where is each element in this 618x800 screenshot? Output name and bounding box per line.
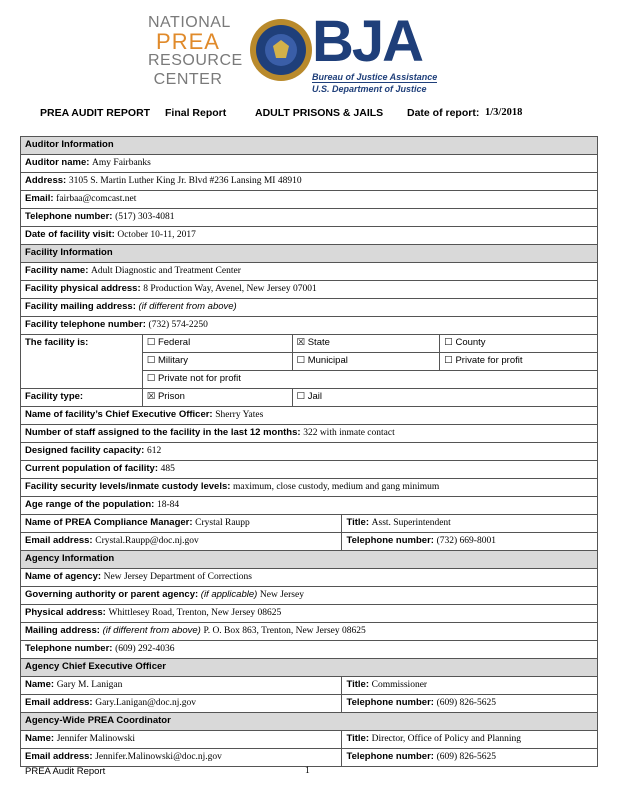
logo-text: RESOURCE: [148, 52, 243, 69]
facility-scope: ADULT PRISONS & JAILS: [255, 107, 384, 119]
logo-text: U.S. Department of Justice: [312, 82, 437, 94]
ceo-title-cell: Title: Commissioner: [342, 677, 598, 695]
section-auditor: Auditor Information: [21, 137, 598, 155]
checkbox-military[interactable]: ☐ Military: [142, 353, 292, 371]
logo-text: BJA: [312, 9, 423, 74]
report-kind: Final Report: [165, 107, 227, 119]
pcm-name-cell: Name of PREA Compliance Manager: Crystal Raupp: [21, 515, 342, 533]
auditor-phone-row: Telephone number: (517) 303-4081: [21, 209, 598, 227]
capacity-row: Designed facility capacity: 612: [21, 443, 598, 461]
agency-name-row: Name of agency: New Jersey Department of Corrections: [21, 569, 598, 587]
date-label: Date of report:: [407, 107, 480, 119]
facility-ceo-row: Name of facility’s Chief Executive Officer: Sherry Yates: [21, 407, 598, 425]
ceo-name-cell: Name: Gary M. Lanigan: [21, 677, 342, 695]
section-agency: Agency Information: [21, 551, 598, 569]
checkbox-federal[interactable]: ☐ Federal: [142, 335, 292, 353]
section-agency-ceo: Agency Chief Executive Officer: [21, 659, 598, 677]
facility-is-label: The facility is:: [21, 335, 143, 389]
audit-form: [20, 136, 598, 767]
doj-seal-icon: [249, 18, 313, 82]
age-row: Age range of the population: 18-84: [21, 497, 598, 515]
agency-phone-row: Telephone number: (609) 292-4036: [21, 641, 598, 659]
checkbox-municipal[interactable]: ☐ Municipal: [292, 353, 440, 371]
facility-phys-row: Facility physical address: 8 Production Way, Avenel, New Jersey 07001: [21, 281, 598, 299]
date-value: 1/3/2018: [485, 107, 523, 118]
checkbox-county[interactable]: ☐ County: [440, 335, 598, 353]
facility-name-row: Facility name: Adult Diagnostic and Treatment Center: [21, 263, 598, 281]
pcm-title-cell: Title: Asst. Superintendent: [342, 515, 598, 533]
agency-mail-row: Mailing address: (if different from above) P. O. Box 863, Trenton, New Jersey 08625: [21, 623, 598, 641]
facility-mail-row: Facility mailing address: (if different from above): [21, 299, 598, 317]
footer-label: PREA Audit Report: [25, 766, 106, 777]
logo-text: PREA: [156, 29, 220, 54]
checkbox-prison[interactable]: ☒ Prison: [142, 389, 292, 407]
checkbox-jail[interactable]: ☐ Jail: [292, 389, 597, 407]
auditor-email-row: Email: fairbaa@comcast.net: [21, 191, 598, 209]
coord-title-cell: Title: Director, Office of Policy and Planning: [342, 731, 598, 749]
logo-text: CENTER: [153, 71, 223, 88]
coord-name-cell: Name: Jennifer Malinowski: [21, 731, 342, 749]
checkbox-private-nonprofit[interactable]: ☐ Private not for profit: [142, 371, 597, 389]
coord-phone-cell: Telephone number: (609) 826-5625: [342, 749, 598, 767]
auditor-name-row: Auditor name: Amy Fairbanks: [21, 155, 598, 173]
auditor-address-row: Address: 3105 S. Martin Luther King Jr. Blvd #236 Lansing MI 48910: [21, 173, 598, 191]
page-number: 1: [305, 766, 310, 776]
bja-logo: [312, 9, 452, 94]
nprc-logo: [148, 13, 243, 89]
agency-phys-row: Physical address: Whittlesey Road, Trenton, New Jersey 08625: [21, 605, 598, 623]
agency-gov-row: Governing authority or parent agency: (if applicable) New Jersey: [21, 587, 598, 605]
logo-text: NATIONAL: [148, 14, 231, 31]
visit-date-row: Date of facility visit: October 10-11, 2017: [21, 227, 598, 245]
ceo-phone-cell: Telephone number: (609) 826-5625: [342, 695, 598, 713]
logo-text: Bureau of Justice Assistance: [312, 72, 438, 82]
report-title: PREA AUDIT REPORT: [40, 107, 151, 119]
pcm-email-cell: Email address: Crystal.Raupp@doc.nj.gov: [21, 533, 342, 551]
facility-phone-row: Facility telephone number: (732) 574-2250: [21, 317, 598, 335]
population-row: Current population of facility: 485: [21, 461, 598, 479]
pcm-phone-cell: Telephone number: (732) 669-8001: [342, 533, 598, 551]
header-logos: [0, 8, 618, 98]
section-prea-coordinator: Agency-Wide PREA Coordinator: [21, 713, 598, 731]
security-row: Facility security levels/inmate custody levels: maximum, close custody, medium and gang minimum: [21, 479, 598, 497]
coord-email-cell: Email address: Jennifer.Malinowski@doc.nj.gov: [21, 749, 342, 767]
checkbox-private-profit[interactable]: ☐ Private for profit: [440, 353, 598, 371]
staff-row: Number of staff assigned to the facility in the last 12 months: 322 with inmate contact: [21, 425, 598, 443]
ceo-email-cell: Email address: Gary.Lanigan@doc.nj.gov: [21, 695, 342, 713]
section-facility: Facility Information: [21, 245, 598, 263]
facility-type-label: Facility type:: [21, 389, 143, 407]
checkbox-state[interactable]: ☒ State: [292, 335, 440, 353]
